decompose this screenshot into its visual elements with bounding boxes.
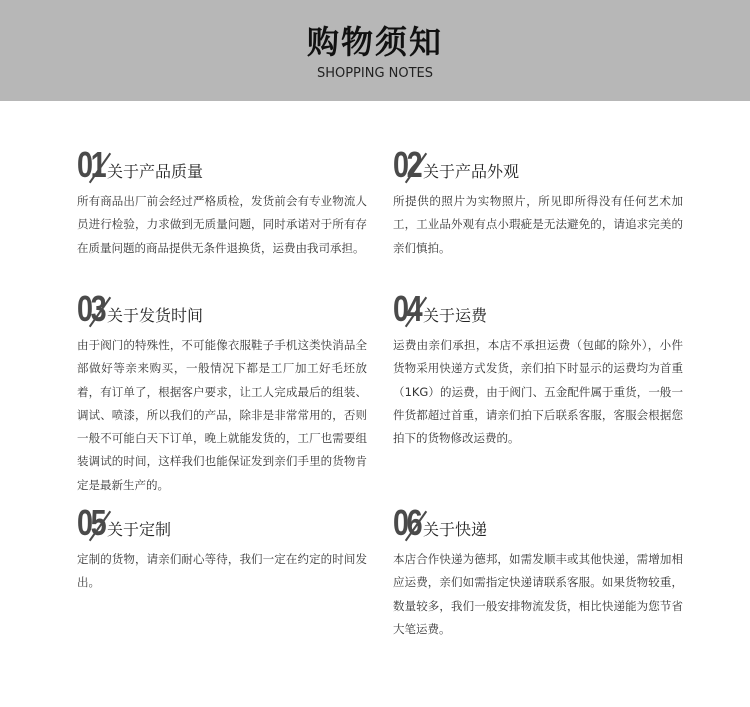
page-subtitle: SHOPPING NOTES xyxy=(316,66,434,81)
section-body: 运费由亲们承担，本店不承担运费（包邮的除外），小件货物采用快递方式发货，亲们拍下时显示的运费均为首重（1KG）的运费，由于阀门、五金配件属于重货，一般一件货都超过首重，请亲们拍下后联系客服，客服会根据您拍下的货物修改运费的。 xyxy=(393,338,683,446)
section-heading xyxy=(393,502,683,543)
section-title: 关于发货时间 xyxy=(107,306,204,325)
section-title: 关于定制 xyxy=(107,520,172,539)
page-title: 购物须知 xyxy=(306,23,443,61)
section-number: 02 xyxy=(393,144,421,185)
section-title: 关于产品质量 xyxy=(107,162,204,181)
section-heading xyxy=(393,288,683,329)
section-heading xyxy=(393,144,683,185)
section-customization xyxy=(77,502,367,595)
section-number: 01 xyxy=(77,144,105,185)
section-body: 本店合作快递为德邦，如需发顺丰或其他快递，需增加相应运费，亲们如需指定快递请联系客服。如果货物较重，数量较多，我们一般安排物流发货，相比快递能为您节省大笔运费。 xyxy=(393,552,683,636)
section-body: 所提供的照片为实物照片，所见即所得没有任何艺术加工，工业品外观有点小瑕疵是无法避免的，请追求完美的亲们慎拍。 xyxy=(393,194,683,255)
section-heading xyxy=(77,144,367,185)
section-product-appearance xyxy=(393,144,683,260)
section-number: 05 xyxy=(77,502,105,543)
section-shipping-fee xyxy=(393,288,683,450)
page-header xyxy=(0,0,750,101)
section-number: 03 xyxy=(77,288,105,329)
section-body: 由于阀门的特殊性，不可能像衣服鞋子手机这类快消品全部做好等亲来购买，一般情况下都是工厂加工好毛坯放着，有订单了，根据客户要求，让工人完成最后的组装、调试、喷漆，所以我们的产品，除非是非常常用的，否则一般不可能白天下订单，晚上就能发货的，工厂也需要组装调试的时间，这样我们也能保证发到亲们手里的货物肯定是最新生产的。 xyxy=(77,338,367,492)
section-body: 定制的货物，请亲们耐心等待，我们一定在约定的时间发出。 xyxy=(77,552,367,590)
section-heading xyxy=(77,502,367,543)
section-courier xyxy=(393,502,683,641)
section-title: 关于产品外观 xyxy=(423,162,520,181)
section-heading xyxy=(77,288,367,329)
section-product-quality xyxy=(77,144,367,260)
section-title: 关于快递 xyxy=(423,520,488,539)
section-shipping-time xyxy=(77,288,367,497)
section-number: 04 xyxy=(393,288,421,329)
section-number: 06 xyxy=(393,502,421,543)
section-title: 关于运费 xyxy=(423,306,488,325)
section-body: 所有商品出厂前会经过严格质检，发货前会有专业物流人员进行检验，力求做到无质量问题，同时承诺对于所有存在质量问题的商品提供无条件退换货，运费由我司承担。 xyxy=(77,194,367,255)
